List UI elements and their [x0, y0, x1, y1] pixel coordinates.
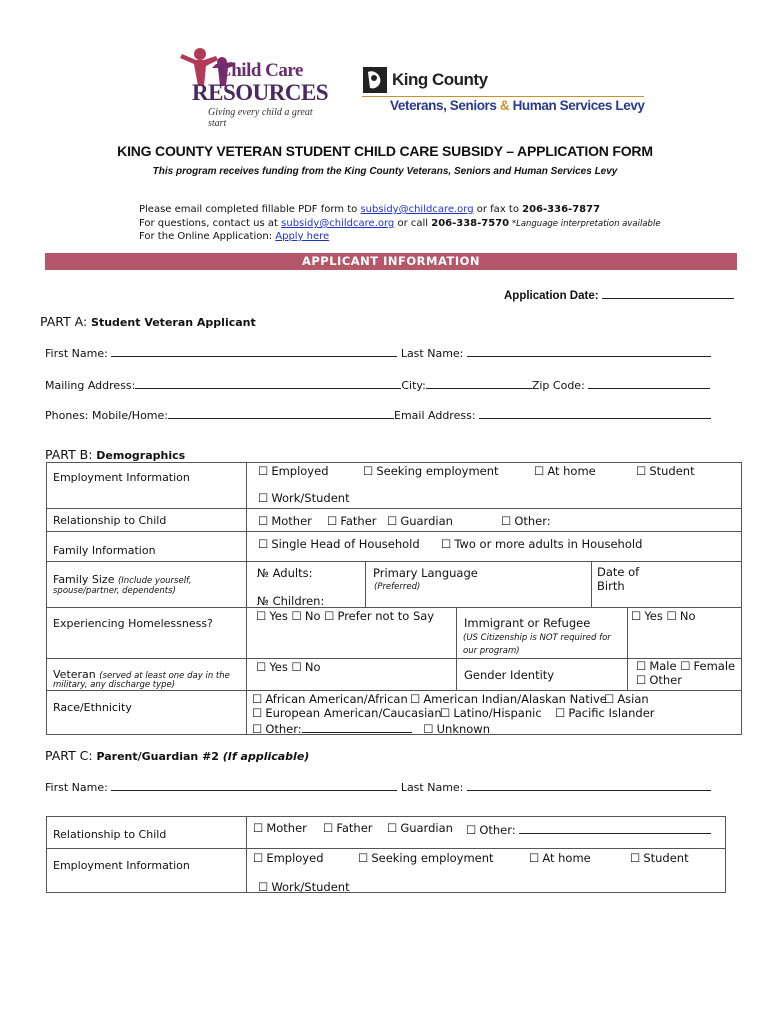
veteran-no-checkbox[interactable]: ☐ No	[292, 660, 321, 674]
kc-name: King County	[392, 70, 488, 89]
ccr-line2: RESOURCES	[192, 80, 329, 105]
last-name-field[interactable]	[467, 344, 711, 357]
contact-line-1-pre: Please email completed fillable PDF form to	[139, 204, 361, 215]
immigrant-options-cell	[627, 607, 742, 659]
adults-label[interactable]: № Adults:	[257, 566, 313, 580]
contact-line-1-mid: or fax to	[473, 204, 523, 215]
p2-student-checkbox[interactable]: ☐ Student	[630, 851, 689, 865]
gender-other-checkbox[interactable]: ☐ Other	[636, 673, 682, 687]
contact-line-2-mid: or call	[394, 218, 432, 229]
p2-work-student-checkbox[interactable]: ☐ Work/Student	[258, 880, 350, 894]
veteran-note-b: military, any discharge type)	[53, 680, 176, 690]
race-label: Race/Ethnicity	[53, 701, 132, 714]
two-adults-checkbox[interactable]: ☐ Two or more adults in Household	[441, 537, 642, 551]
p2-father-checkbox[interactable]: ☐ Father	[323, 821, 373, 835]
race-options-cell	[246, 690, 742, 735]
guardian-checkbox[interactable]: ☐ Guardian	[387, 514, 453, 528]
family-info-label-cell	[46, 531, 247, 562]
part-b-prefix: PART B:	[45, 447, 93, 462]
part-a-phone-row	[45, 406, 711, 422]
p2-mother-checkbox[interactable]: ☐ Mother	[253, 821, 307, 835]
homeless-prefer-not-checkbox[interactable]: ☐ Prefer not to Say	[324, 609, 434, 623]
immigrant-label-cell	[456, 607, 628, 659]
part-b-title: Demographics	[92, 449, 186, 462]
part-a-address-row	[45, 376, 710, 392]
zip-label: Zip Code:	[531, 379, 585, 392]
family-size-label	[53, 573, 192, 586]
gender-label-cell	[456, 658, 628, 691]
kc-levy-b: Human Services Levy	[509, 98, 645, 113]
contact-line-3-pre: For the Online Application:	[139, 231, 276, 242]
part-c-name-row	[45, 778, 711, 794]
mailing-address-field[interactable]	[135, 376, 401, 389]
contact-line-2	[139, 218, 661, 229]
application-date-field[interactable]	[602, 286, 734, 299]
family-info-label: Family Information	[53, 544, 156, 557]
king-county-crown-icon	[362, 66, 388, 94]
kc-levy	[390, 98, 645, 113]
p2-at-home-checkbox[interactable]: ☐ At home	[529, 851, 591, 865]
part-c-note: (If applicable)	[222, 750, 310, 763]
part-a-prefix: PART A:	[40, 314, 88, 329]
last-name-label: Last Name:	[400, 347, 464, 360]
language-preferred-note: (Preferred)	[374, 582, 421, 592]
relationship-options-cell	[246, 508, 742, 532]
p2-first-name-field[interactable]	[111, 778, 397, 791]
immigrant-note-b: our program)	[463, 646, 520, 656]
relationship-label: Relationship to Child	[53, 514, 167, 527]
race-american-indian-checkbox[interactable]: ☐ American Indian/Alaskan Native	[410, 692, 607, 706]
relationship-label-cell	[46, 508, 247, 532]
homeless-options-cell	[246, 607, 457, 659]
fax-number: 206-336-7877	[522, 204, 601, 215]
city-label: City:	[401, 379, 426, 392]
p2-employment-label: Employment Information	[53, 859, 190, 872]
homeless-label: Experiencing Homelessness?	[53, 617, 213, 630]
immigrant-yes-checkbox[interactable]: ☐ Yes	[631, 609, 663, 623]
p2-employed-checkbox[interactable]: ☐ Employed	[253, 851, 324, 865]
primary-language-label[interactable]: Primary Language	[373, 566, 478, 580]
student-checkbox[interactable]: ☐ Student	[636, 464, 695, 478]
family-size-note-b: spouse/partner, dependents)	[53, 586, 176, 596]
gender-options-row1	[636, 659, 735, 673]
homeless-label-cell	[46, 607, 247, 659]
ccr-line1: Child Care	[218, 60, 303, 81]
p2-relationship-label: Relationship to Child	[53, 828, 167, 841]
work-student-checkbox[interactable]: ☐ Work/Student	[258, 491, 350, 505]
veteran-yes-checkbox[interactable]: ☐ Yes	[256, 660, 288, 674]
race-other-checkbox[interactable]: ☐ Other:	[252, 722, 302, 736]
family-info-options-cell	[246, 531, 742, 562]
email-link-2[interactable]: subsidy@childcare.org	[281, 218, 395, 229]
phones-label: Phones: Mobile/Home:	[45, 409, 168, 422]
p2-other-checkbox[interactable]: ☐ Other:	[466, 823, 516, 837]
kc-rule	[362, 96, 644, 97]
employed-checkbox[interactable]: ☐ Employed	[258, 464, 329, 478]
dob-label-b: Birth	[597, 579, 625, 593]
dob-label-a[interactable]: Date of	[597, 565, 640, 579]
family-size-text: Family Size	[53, 573, 118, 586]
race-unknown-checkbox[interactable]: ☐ Unknown	[423, 722, 490, 736]
part-a-name-row	[45, 344, 711, 360]
veteran-options-cell	[246, 658, 457, 691]
at-home-checkbox[interactable]: ☐ At home	[534, 464, 596, 478]
part-c-heading	[45, 748, 309, 763]
race-african-american-checkbox[interactable]: ☐ African American/African	[252, 692, 408, 706]
p2-guardian-checkbox[interactable]: ☐ Guardian	[387, 821, 453, 835]
apply-here-link[interactable]: Apply here	[275, 231, 330, 242]
race-european-american-checkbox[interactable]: ☐ European American/Caucasian	[252, 706, 442, 720]
homeless-options	[256, 609, 434, 623]
p2-other-row	[466, 821, 711, 837]
p2-relationship-options-cell	[246, 816, 726, 849]
mailing-address-label: Mailing Address:	[45, 379, 136, 392]
race-other-row	[252, 720, 490, 736]
contact-line-2-pre: For questions, contact us at	[139, 218, 282, 229]
part-a-title: Student Veteran Applicant	[87, 316, 256, 329]
ccr-logo	[178, 46, 333, 129]
veteran-text: Veteran	[53, 668, 100, 681]
veteran-label-cell	[46, 658, 247, 691]
contact-line-1	[139, 204, 600, 215]
application-date-text: Application Date:	[504, 290, 599, 302]
male-checkbox[interactable]: ☐ Male	[636, 659, 677, 673]
p2-last-name-field[interactable]	[467, 778, 711, 791]
gender-label: Gender Identity	[464, 668, 555, 682]
p2-employment-label-cell	[46, 848, 247, 893]
homeless-no-checkbox[interactable]: ☐ No	[292, 609, 321, 623]
applicant-info-bar: APPLICANT INFORMATION	[45, 253, 737, 270]
part-b-heading	[45, 447, 185, 462]
email-address-label: Email Address:	[394, 409, 476, 422]
race-pacific-islander-checkbox[interactable]: ☐ Pacific Islander	[555, 706, 655, 720]
father-checkbox[interactable]: ☐ Father	[327, 514, 377, 528]
phone-number: 206-338-7570	[431, 218, 510, 229]
p2-last-name-label: Last Name:	[400, 781, 464, 794]
contact-line-3	[139, 231, 329, 242]
family-size-label-cell	[46, 561, 247, 608]
p2-first-name-label: First Name:	[45, 781, 108, 794]
part-a-heading	[40, 314, 256, 329]
veteran-options	[256, 660, 321, 674]
adults-cell	[246, 561, 366, 608]
dob-cell	[591, 561, 742, 608]
gender-options-cell	[627, 658, 742, 691]
mother-checkbox[interactable]: ☐ Mother	[258, 514, 312, 528]
language-cell	[365, 561, 592, 608]
homeless-yes-checkbox[interactable]: ☐ Yes	[256, 609, 288, 623]
immigrant-options	[631, 609, 696, 623]
immigrant-label: Immigrant or Refugee	[464, 616, 591, 630]
ccr-tagline: Giving every child a great start	[208, 107, 313, 129]
race-label-cell	[46, 690, 247, 735]
children-label[interactable]: № Children:	[257, 594, 325, 608]
single-head-checkbox[interactable]: ☐ Single Head of Household	[258, 537, 420, 551]
form-title: KING COUNTY VETERAN STUDENT CHILD CARE SUBSIDY – APPLICATION FORM	[117, 143, 653, 159]
other-relationship-checkbox[interactable]: ☐ Other:	[501, 514, 551, 528]
p2-relationship-label-cell	[46, 816, 247, 849]
employment-label-cell	[46, 462, 247, 509]
email-address-field[interactable]	[479, 406, 711, 419]
race-asian-checkbox[interactable]: ☐ Asian	[604, 692, 649, 706]
email-link[interactable]: subsidy@childcare.org	[360, 204, 474, 215]
p2-seeking-employment-checkbox[interactable]: ☐ Seeking employment	[358, 851, 494, 865]
race-other-field[interactable]	[302, 720, 412, 733]
application-date-label	[504, 286, 734, 302]
race-latino-checkbox[interactable]: ☐ Latino/Hispanic	[440, 706, 542, 720]
form-subtitle: This program receives funding from the King County Veterans, Seniors and Human Services Levy	[152, 166, 618, 177]
first-name-label: First Name:	[45, 347, 108, 360]
family-size-note-a: (Include yourself,	[117, 576, 192, 586]
p2-other-field[interactable]	[519, 821, 711, 834]
king-county-logo	[362, 66, 644, 118]
p2-employment-options-cell	[246, 848, 726, 893]
first-name-field[interactable]	[111, 344, 397, 357]
seeking-employment-checkbox[interactable]: ☐ Seeking employment	[363, 464, 499, 478]
zip-field[interactable]	[588, 376, 710, 389]
female-checkbox[interactable]: ☐ Female	[680, 659, 735, 673]
immigrant-no-checkbox[interactable]: ☐ No	[667, 609, 696, 623]
employment-label: Employment Information	[53, 471, 190, 484]
employment-options-cell	[246, 462, 742, 509]
part-c-prefix: PART C:	[45, 748, 93, 763]
phones-field[interactable]	[168, 406, 394, 419]
kc-levy-a: Veterans, Seniors	[390, 98, 500, 113]
part-c-title: Parent/Guardian #2	[92, 750, 223, 763]
veteran-note-a: (served at least one day in the	[99, 671, 230, 681]
kc-levy-amp: &	[499, 98, 510, 113]
city-field[interactable]	[426, 376, 532, 389]
language-note: *Language interpretation available	[509, 219, 661, 229]
immigrant-note-a: (US Citizenship is NOT required for	[463, 633, 611, 643]
